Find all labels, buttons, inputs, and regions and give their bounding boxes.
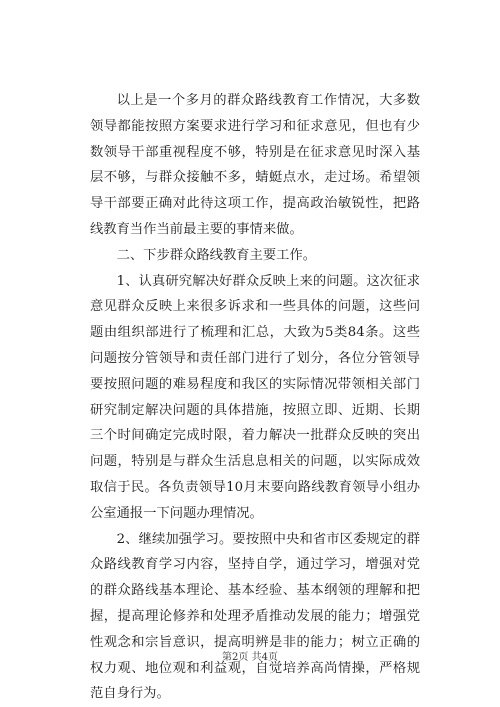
page-number-footer: 第2页 共4页 (222, 652, 278, 663)
paragraph-summary: 以上是一个多月的群众路线教育工作情况，大多数领导都能按照方案要求进行学习和征求意见，但也有少数领导干部重视程度不够，特别是在征求意见时深入基层不够，与群众接触不多，蜻蜓点水，走过场。希望领导干部要正确对此待这项工作，提高政治敏锐性，把路线教育当作当前最主要的事情来做。 (90, 93, 420, 237)
paragraph-item-2: 2、继续加强学习。要按照中央和省市区委规定的群众路线教育学习内容，坚持自学，通过学习，增强对党的群众路线基本理论、基本经验、基本纲领的理解和把握，提高理论修养和处理矛盾推动发展的能力；增强党性观念和宗旨意识，提高明辨是非的能力；树立正确的权力观、地位观和利益观，自觉培养高尚情操，严格规范自身行为。 (90, 531, 420, 702)
paragraph-item-1: 1、认真研究解决好群众反映上来的问题。这次征求意见群众反映上来很多诉求和一些具体的问题，这些问题由组织部进行了梳理和汇总，大致为5类84条。这些问题按分管领导和责任部门进行了划分，各位分管领导要按照问题的难易程度和我区的实际情况带领相关部门研究制定解决问题的具体措施，按照立即、近期、长期三个时间确定完成时限，着力解决一批群众反映的突出问题，特别是与群众生活息息相关的问题，以实际成效取信于民。各负责领导10月末要向路线教育领导小组办公室通报一下问题办理情况。 (90, 273, 420, 521)
section-heading: 二、下步群众路线教育主要工作。 (116, 247, 317, 263)
document-body (90, 88, 420, 707)
